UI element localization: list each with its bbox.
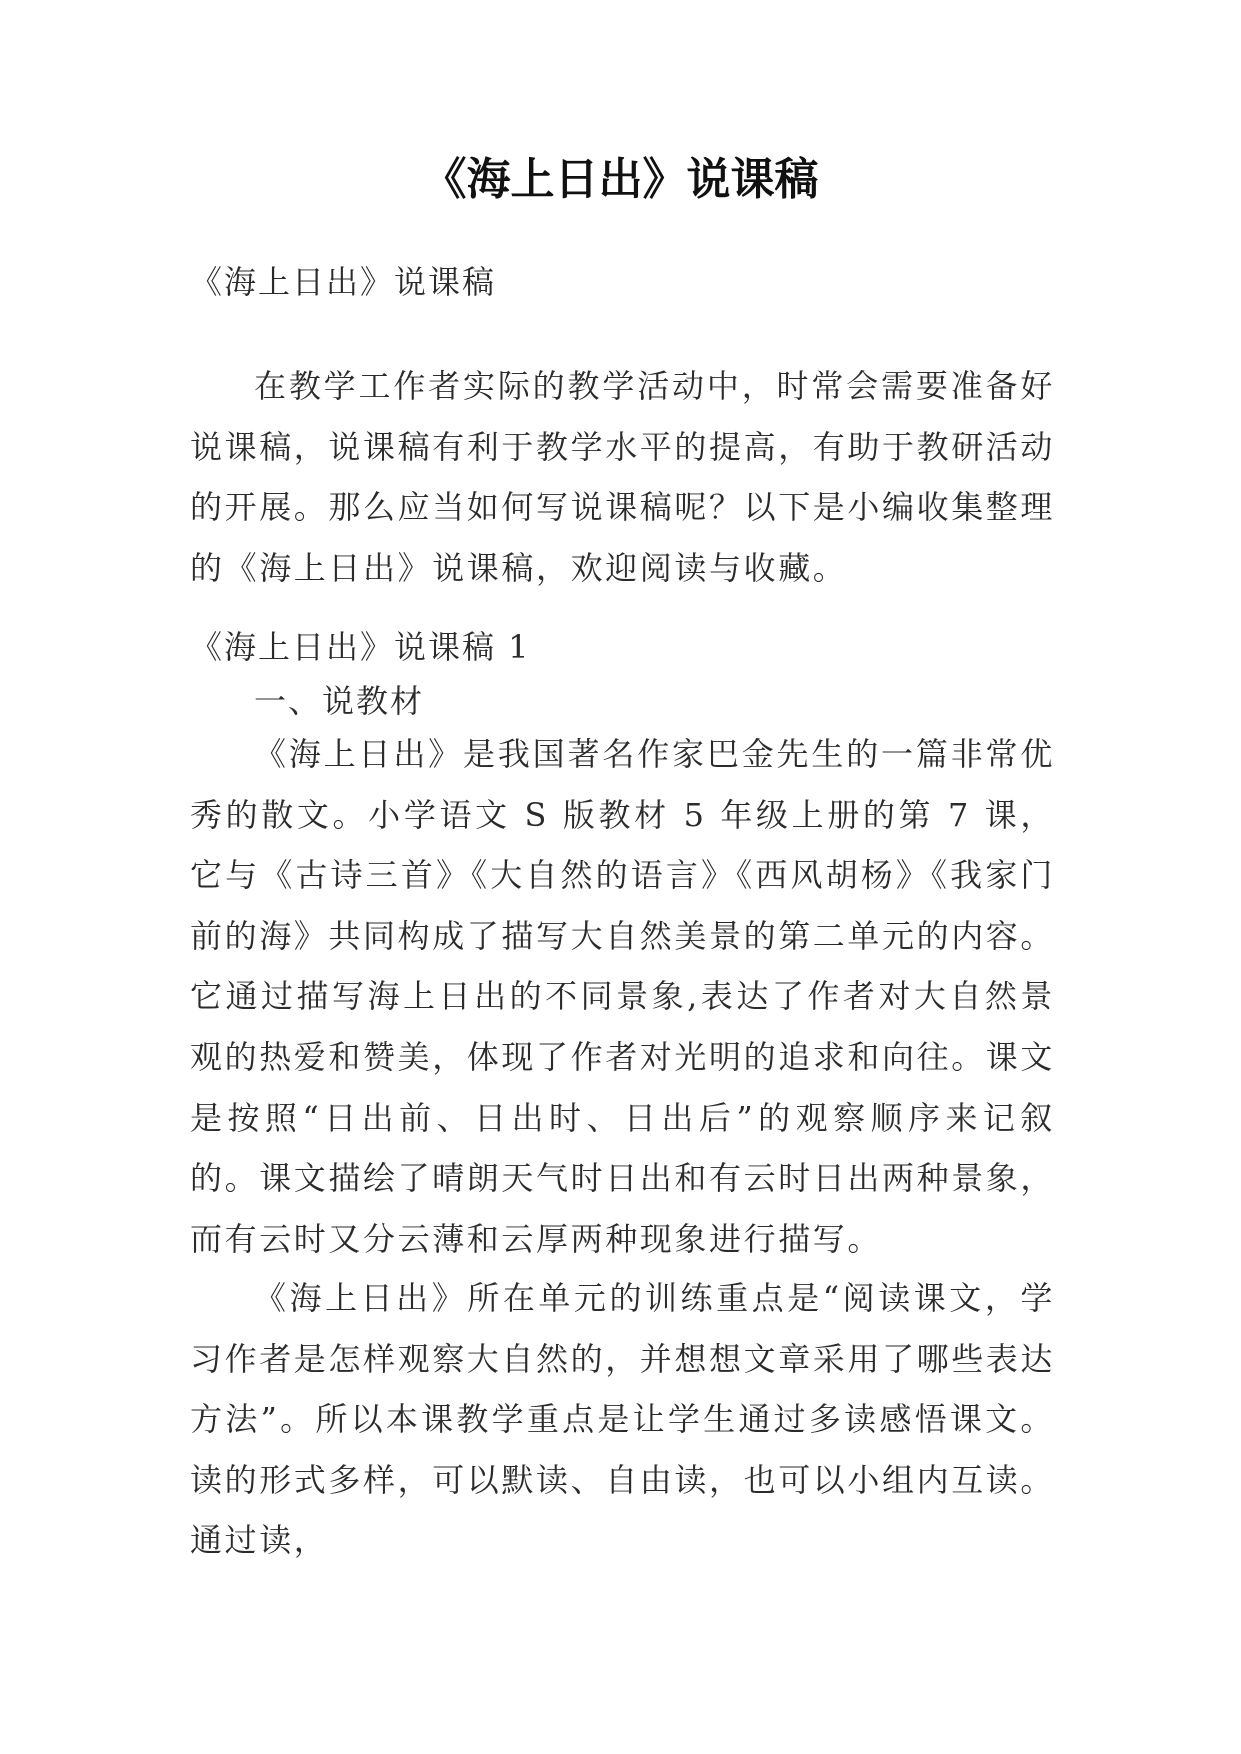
document-subtitle: 《海上日出》说课稿 xyxy=(190,263,497,301)
intro-paragraph: 在教学工作者实际的教学活动中，时常会需要准备好说课稿，说课稿有利于教学水平的提高，有助于教研活动的开展。那么应当如何写说课稿呢？以下是小编收集整理的《海上日出》说课稿，欢迎阅读与收藏。 xyxy=(190,367,1056,587)
body-paragraph-2: 《海上日出》所在单元的训练重点是“阅读课文，学习作者是怎样观察大自然的，并想想文章采用了哪些表达方法”。所以本课教学重点是让学生通过多读感悟课文。读的形式多样，可以默读、自由读，也可以小组内互读。通过读， xyxy=(190,1279,1056,1560)
page-title: 《海上日出》说课稿 xyxy=(422,154,819,205)
body-paragraph-1: 《海上日出》是我国著名作家巴金先生的一篇非常优秀的散文。小学语文 S 版教材 5 年级上册的第 7 课，它与《古诗三首》《大自然的语言》《西风胡杨》《我家门前的海》共同构成了描写大自然美景的第二单元的内容。它通过描写海上日出的不同景象,表达了作者对大自然景观的热爱和赞美，体现了作者对光明的追求和向往。课文是按照“日出前、日出时、日出后”的观察顺序来记叙的。课文描绘了晴朗天气时日出和有云时日出两种景象，而有云时又分云薄和云厚两种现象进行描写。 xyxy=(190,735,1056,1258)
section-heading: 《海上日出》说课稿 1 xyxy=(190,628,531,666)
subsection-heading: 一、说教材 xyxy=(254,682,425,720)
